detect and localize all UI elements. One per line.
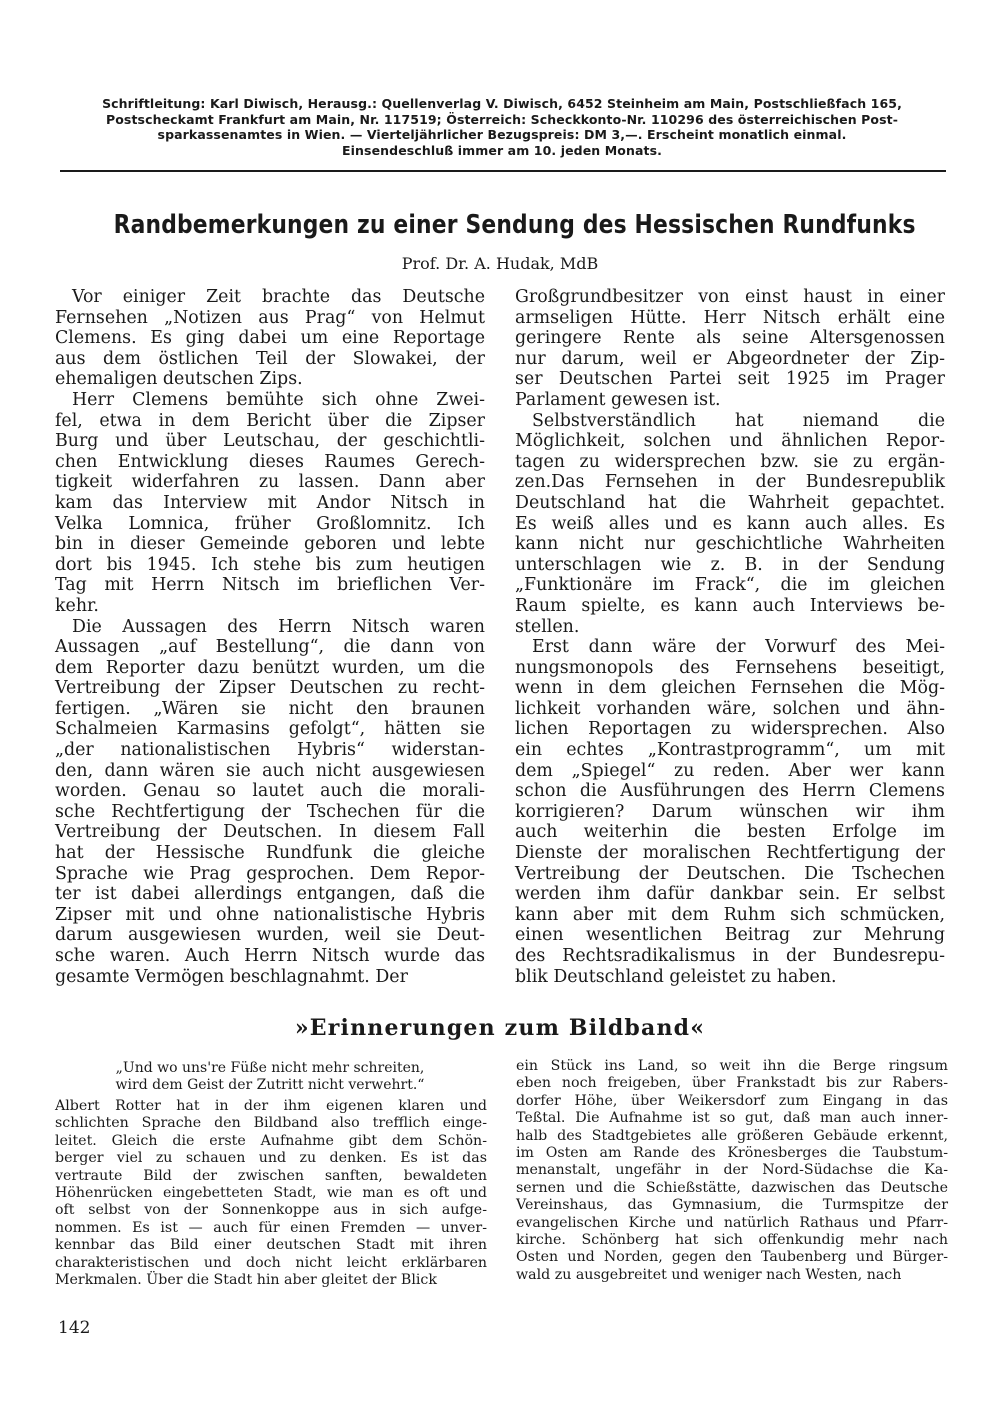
text-line: Velka Lomnica, früher Großlomnitz. Ich (55, 513, 485, 534)
text-line: Tag mit Herrn Nitsch im brieflichen Ver- (55, 575, 485, 596)
text-line: Merkmalen. Über die Stadt hin aber gleitet der Blick (55, 1272, 437, 1289)
text-line: Vertreibung der Deutschen. In diesem Fall (55, 822, 485, 843)
text-line: Großgrundbesitzer von einst haust in einer (515, 287, 945, 307)
text-line: nur darum, weil er Abgeordneter der Zip- (515, 348, 945, 369)
text-line: nungsmonopols des Fernsehens beseitigt, (515, 657, 945, 678)
text-line: schlichten Sprache den Bildband also trefflich einge- (55, 1115, 487, 1132)
text-line: im Osten am Rande des Krönesberges die Taubstum- (516, 1145, 948, 1162)
epigraph-line: „Und wo uns're Füße nicht mehr schreiten, (115, 1060, 425, 1076)
text-line: blik Deutschland geleistet zu haben. (515, 966, 837, 987)
text-line: armseligen Hütte. Herr Nitsch erhält eine (515, 307, 945, 328)
text-line: kam das Interview mit Andor Nitsch in (55, 492, 485, 513)
text-line: Albert Rotter hat in der ihm eigenen klaren und (55, 1098, 487, 1114)
text-line: leitet. Gleich die erste Aufnahme gibt dem Schön- (55, 1132, 487, 1149)
text-line: Aussagen „auf Bestellung“, die dann von (55, 637, 485, 658)
text-line: Möglichkeit, solchen und ähnlichen Repor- (515, 431, 945, 452)
text-line: dort bis 1945. Ich stehe bis zum heutigen (55, 554, 485, 575)
text-line: „Funktionäre im Frack“, die im gleichen (515, 575, 945, 596)
text-line: kann aber mit dem Ruhm sich schmücken, (515, 904, 945, 925)
section-column-right (516, 1058, 948, 1284)
text-line: ter ist dabei allerdings entgangen, daß die (55, 884, 485, 905)
text-line: wald zu ausgebreitet und weniger nach Westen, nach (516, 1266, 902, 1283)
text-line: Sprache wie Prag gesprochen. Dem Repor- (55, 863, 485, 884)
text-line: Herr Clemens bemühte sich ohne Zwei- (72, 389, 485, 410)
text-line: darum ausgewiesen wurden, weil sie Deut- (55, 925, 485, 946)
text-line: unterschlagen wie z. B. in der Sendung (515, 554, 945, 575)
text-line: Clemens. Es ging dabei um eine Reportage (55, 328, 485, 349)
masthead (62, 96, 942, 158)
text-line: oft selbst von der Sonnenkoppe aus in sich aufge- (55, 1202, 487, 1219)
text-line: Raum spielte, es kann auch Interviews be- (515, 595, 945, 616)
text-line: Fernsehen „Notizen aus Prag“ von Helmut (55, 307, 485, 328)
text-line: eben noch freigeben, über Frankstadt bis zur Rabers- (516, 1075, 948, 1092)
text-line: lichen Reportagen zu widersprechen. Also (515, 719, 945, 740)
article-author: Prof. Dr. A. Hudak, MdB (401, 254, 599, 273)
text-line: Burg und über Leutschau, der geschichtli- (55, 431, 485, 452)
text-line: fertigen. „Wären sie nicht den braunen (55, 698, 485, 719)
text-line: zen.Das Fernsehen in der Bundesrepublik (515, 472, 945, 493)
article-title: Randbemerkungen zu einer Sendung des Hessischen Rundfunks (113, 210, 916, 240)
text-line: fel, etwa in dem Bericht über die Zipser (55, 410, 485, 431)
text-line: Vereinshaus, das Gymnasium, die Turmspitze der (516, 1197, 948, 1214)
text-line: kennbar das Bild einer deutschen Stadt mit ihren (55, 1237, 487, 1254)
text-line: kehr. (55, 595, 99, 616)
text-line: lichkeit vorhanden wäre, solchen und ähn- (515, 698, 945, 719)
masthead-divider (60, 170, 946, 172)
text-line: evangelischen Kirche und natürlich Rathaus und Pfarr- (516, 1214, 948, 1231)
text-line: den, dann wären sie auch nicht ausgewiesen (55, 760, 485, 781)
text-line: sche waren. Auch Herrn Nitsch wurde das (55, 946, 485, 966)
text-line: stellen. (515, 616, 580, 637)
text-line: Parlament gewesen ist. (515, 389, 721, 410)
section-column-left (55, 1098, 487, 1289)
text-line: Es weiß alles und es kann auch alles. Es (515, 513, 945, 534)
text-line: nommen. Es ist — auch für einen Fremden — unver- (55, 1219, 487, 1236)
text-line: Dienste der moralischen Rechtfertigung der (515, 843, 945, 864)
text-line: Höhenrücken eingebetteten Stadt, wie man es oft und (55, 1185, 487, 1202)
text-line: kirche. Schönberg hat sich offenkundig mehr nach (516, 1232, 948, 1249)
text-line: Zipser mit und ohne nationalistische Hybris (55, 904, 485, 925)
text-line: aus dem östlichen Teil der Slowakei, der (55, 348, 485, 369)
text-line: vertraute Bild der zwischen sanften, bewaldeten (55, 1167, 487, 1184)
text-line: hat der Hessische Rundfunk die gleiche (55, 843, 485, 864)
text-line: geringere Rente als seine Altersgenossen (515, 328, 945, 349)
text-line: Schalmeien Karmasins gefolgt“, hätten sie (55, 719, 485, 740)
text-line: wenn in dem gleichen Fernsehen die Mög- (515, 678, 945, 699)
text-line: tagen zu widersprechen bzw. sie zu ergän- (515, 451, 945, 472)
text-line: Vertreibung der Zipser Deutschen zu recht- (55, 678, 485, 699)
text-line: dem „Spiegel“ zu reden. Aber wer kann (515, 760, 945, 781)
epigraph-line: wird dem Geist der Zutritt nicht verwehrt.“ (115, 1077, 425, 1093)
masthead-line: Postscheckamt Frankfurt am Main, Nr. 117519; Österreich: Scheckkonto-Nr. 110296 des österreichischen Post- (105, 111, 899, 127)
text-line: Erst dann wäre der Vorwurf des Mei- (532, 637, 945, 658)
text-line: des Rechtsradikalismus in der Bundesrepu- (515, 946, 945, 966)
text-line: tigkeit widerfahren zu lassen. Dann aber (55, 472, 485, 493)
text-line: dorfer Höhe, über Weikersdorf zum Eingang in das (516, 1092, 948, 1109)
text-line: Die Aussagen des Herrn Nitsch waren (72, 616, 485, 637)
text-line: auch weiterhin die besten Erfolge im (515, 822, 945, 843)
text-line: Vor einiger Zeit brachte das Deutsche (72, 287, 485, 307)
masthead-line: sparkassenamtes in Wien. — Vierteljährlicher Bezugspreis: DM 3,—. Erscheint monatlich einmal. (157, 127, 847, 143)
text-line: kann nicht nur geschichtliche Wahrheiten (515, 534, 945, 555)
text-line: ehemaligen deutschen Zips. (55, 369, 303, 390)
text-line: bin in dieser Gemeinde geboren und lebte (55, 534, 485, 555)
text-line: korrigieren? Darum wünschen wir ihm (515, 801, 945, 822)
text-line: sernen und die Schießstätte, dazwischen das Deutsche (516, 1179, 948, 1196)
text-line: ser Deutschen Partei seit 1925 im Prager (515, 369, 945, 390)
text-line: ein echtes „Kontrastprogramm“, um mit (515, 740, 945, 761)
masthead-line: Schriftleitung: Karl Diwisch, Herausg.: Quellenverlag V. Diwisch, 6452 Steinheim am Main, Postschließfach 165, (102, 96, 902, 111)
text-line: chen Entwicklung dieses Raumes Gerech- (55, 451, 485, 472)
text-line: dem Reporter dazu benützt wurden, um die (55, 657, 485, 678)
text-line: Teßtal. Die Aufnahme ist so gut, daß man auch inner- (516, 1110, 948, 1127)
text-line: worden. Genau so lautet auch die morali- (55, 781, 485, 802)
text-line: Selbstverständlich hat niemand die (532, 410, 945, 431)
text-line: werden ihm dafür dankbar sein. Er selbst (515, 884, 945, 905)
text-line: Osten und Norden, gegen den Taubenberg und Bürger- (516, 1249, 948, 1266)
page-number: 142 (58, 1318, 91, 1338)
text-line: sche Rechtfertigung der Tschechen für die (55, 801, 485, 822)
text-line: einen wesentlichen Beitrag zur Mehrung (515, 925, 945, 946)
text-line: „der nationalistischen Hybris“ widerstan- (55, 740, 485, 761)
article-column-left (55, 287, 485, 987)
text-line: gesamte Vermögen beschlagnahmt. Der (55, 966, 408, 987)
masthead-line: Einsendeschluß immer am 10. jeden Monats. (342, 142, 662, 158)
text-line: ein Stück ins Land, so weit ihn die Berge ringsum (516, 1058, 948, 1074)
epigraph (55, 1060, 485, 1094)
text-line: berger viel zu schauen und zu denken. Es ist das (55, 1150, 487, 1167)
section-heading: »Erinnerungen zum Bildband« (294, 1015, 706, 1041)
article-column-right (515, 287, 945, 987)
text-line: Vertreibung der Deutschen. Die Tschechen (515, 863, 945, 884)
text-line: menanstalt, ungefähr in der Nord-Südachse die Ka- (516, 1162, 948, 1179)
text-line: charakteristischen und doch nicht leicht erklärbaren (55, 1254, 487, 1271)
text-line: halb des Stadtgebietes alle größeren Gebäude erkennt, (516, 1127, 948, 1144)
text-line: schon die Ausführungen des Herrn Clemens (515, 781, 945, 802)
text-line: Deutschland hat die Wahrheit gepachtet. (515, 492, 945, 513)
